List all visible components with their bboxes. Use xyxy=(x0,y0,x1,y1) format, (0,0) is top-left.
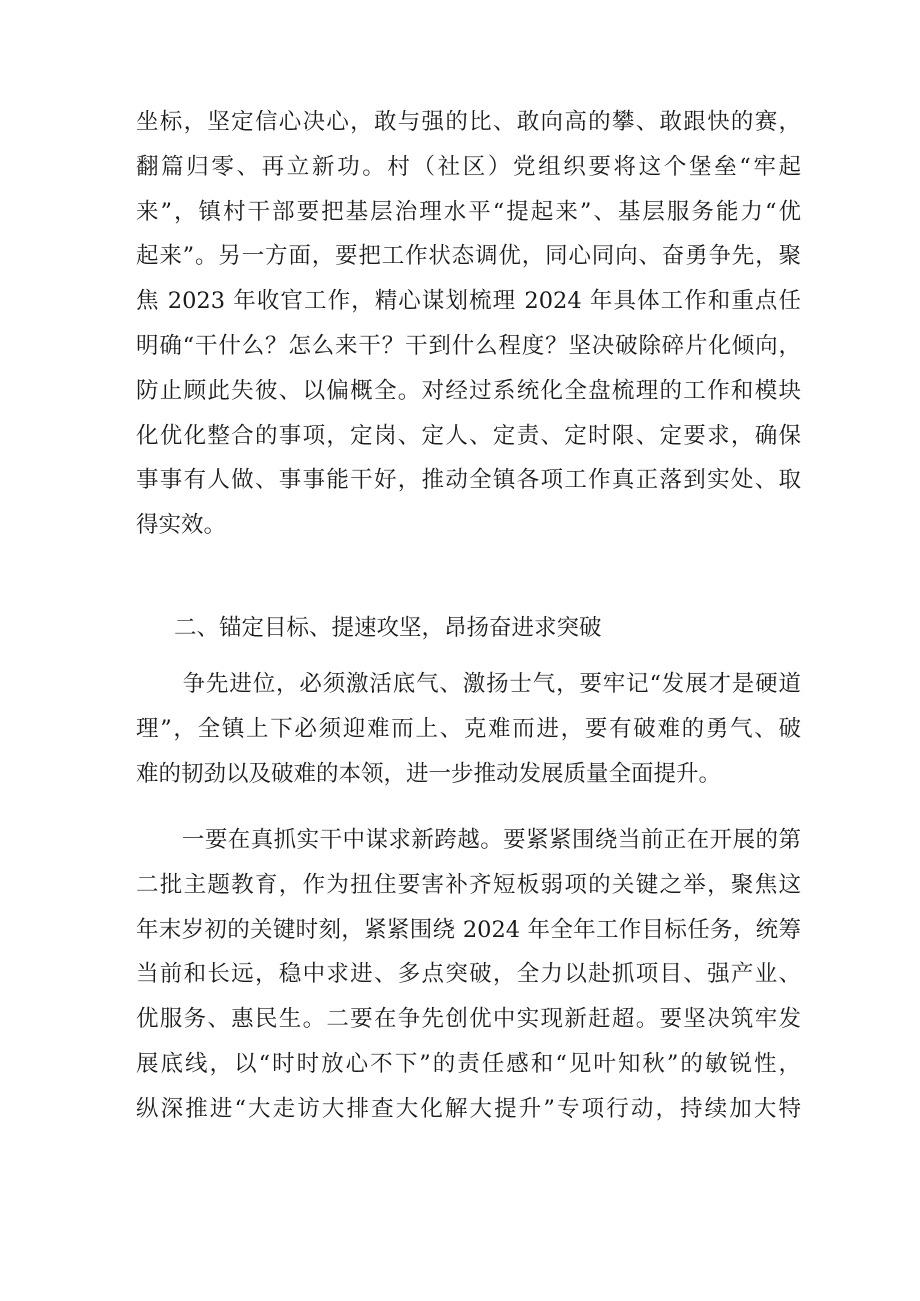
paragraph-line: 防止顾此失彼、以偏概全。对经过系统化全盘梳理的工作和模块 xyxy=(136,377,801,404)
paragraph-1 xyxy=(136,100,801,548)
paragraph-line: 得实效。 xyxy=(136,512,227,539)
paragraph-line: 坐标，坚定信心决心，敢与强的比、敢向高的攀、敢跟快的赛， xyxy=(136,109,801,135)
paragraph-line: 二批主题教育，作为扭住要害补齐短板弱项的关键之举，聚焦这 xyxy=(136,871,801,898)
paragraph-line: 优服务、惠民生。二要在争先创优中实现新赶超。要坚决筑牢发 xyxy=(136,1006,801,1033)
paragraph-line: 起来”。另一方面，要把工作状态调优，同心同向、奋勇争先，聚 xyxy=(136,243,801,270)
paragraph-line: 纵深推进“大走访大排查大化解大提升”专项行动，持续加大特 xyxy=(136,1095,801,1122)
paragraph-line: 当前和长远，稳中求进、多点突破，全力以赴抓项目、强产业、 xyxy=(136,961,801,988)
paragraph-line: 争先进位，必须激活底气、激扬士气，要牢记“发展才是硬道 xyxy=(136,671,801,697)
paragraph-line: 来”，镇村干部要把基层治理水平“提起来”、基层服务能力“优 xyxy=(136,198,801,225)
paragraph-line: 明确“干什么？怎么来干？干到什么程度？坚决破除碎片化倾向， xyxy=(136,332,801,359)
paragraph-line: 翻篇归零、再立新功。村（社区）党组织要将这个堡垒“牢起 xyxy=(136,153,801,180)
paragraph-line: 年末岁初的关键时刻，紧紧围绕 2024 年全年工作目标任务，统筹 xyxy=(136,916,801,943)
paragraph-2 xyxy=(136,662,801,796)
paragraph-line: 一要在真抓实干中谋求新跨越。要紧紧围绕当前正在开展的第 xyxy=(136,827,801,853)
paragraph-line: 化优化整合的事项，定岗、定人、定责、定时限、定要求，确保 xyxy=(136,422,801,449)
paragraph-line: 焦 2023 年收官工作，精心谋划梳理 2024 年具体工作和重点任 xyxy=(136,288,801,315)
paragraph-line: 理”，全镇上下必须迎难而上、克难而进，要有破难的勇气、破 xyxy=(136,715,801,742)
section-heading-2: 二、锚定目标、提速攻坚，昂扬奋进求突破 xyxy=(174,615,602,641)
paragraph-line: 展底线，以“时时放心不下”的责任感和“见叶知秋”的敏锐性， xyxy=(136,1050,801,1077)
paragraph-line: 难的韧劲以及破难的本领，进一步推动发展质量全面提升。 xyxy=(136,760,722,787)
paragraph-line: 事事有人做、事事能干好，推动全镇各项工作真正落到实处、取 xyxy=(136,467,801,494)
paragraph-3 xyxy=(136,818,801,1132)
